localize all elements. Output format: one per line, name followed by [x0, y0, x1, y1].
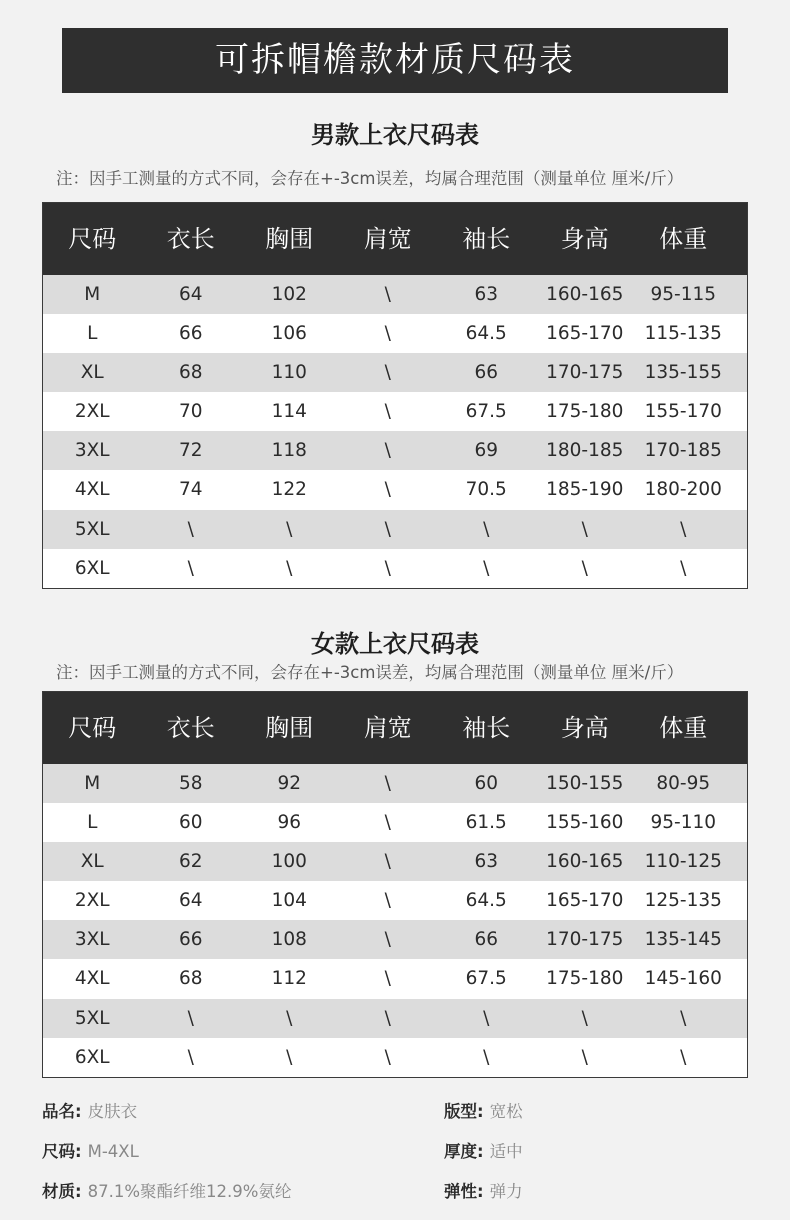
table-cell: \ — [483, 1046, 490, 1068]
table-cell: 135-145 — [644, 929, 722, 951]
table-cell: \ — [384, 890, 391, 912]
table-cell: 160-165 — [546, 284, 624, 305]
table-cell: 145-160 — [644, 968, 722, 990]
table-cell: \ — [187, 1046, 194, 1068]
table-cell: \ — [384, 1046, 391, 1068]
info-value: 皮肤衣 — [87, 1102, 138, 1121]
table-cell: 64.5 — [465, 890, 507, 912]
table-cell: \ — [384, 929, 391, 951]
info-label: 弹性: — [444, 1182, 484, 1201]
table-cell: \ — [384, 812, 391, 834]
info-thickness — [444, 1138, 523, 1162]
table-cell: 115-135 — [644, 323, 722, 345]
table-cell: 95-115 — [650, 284, 717, 305]
table-cell: \ — [286, 557, 293, 579]
table-row — [43, 314, 747, 353]
table-cell: 58 — [178, 773, 203, 794]
table-cell: 165-170 — [546, 323, 624, 345]
table-row — [43, 470, 747, 509]
table-cell: 70 — [178, 401, 203, 423]
table-cell: 125-135 — [644, 890, 722, 912]
table-cell: \ — [384, 401, 391, 423]
table-cell: 5XL — [74, 518, 110, 540]
table-cell: 66 — [178, 929, 203, 951]
table-cell: 180-185 — [546, 440, 624, 462]
table-header-row — [43, 692, 747, 764]
table-cell: \ — [286, 518, 293, 540]
table-row — [43, 392, 747, 431]
table-row — [43, 275, 747, 314]
table-cell: \ — [483, 518, 490, 540]
table-cell: 72 — [178, 440, 203, 462]
column-header: 体重 — [659, 714, 708, 742]
table-cell: \ — [680, 518, 687, 540]
table-cell: 4XL — [74, 968, 110, 990]
men-table-title: 男款上衣尺码表 — [311, 121, 479, 149]
table-row — [43, 920, 747, 959]
table-cell: \ — [581, 1007, 588, 1029]
table-cell: 135-155 — [644, 362, 722, 384]
column-header: 袖长 — [462, 225, 511, 253]
page-banner-title: 可拆帽檐款材质尺码表 — [62, 28, 728, 93]
table-row — [43, 881, 747, 920]
column-header: 尺码 — [68, 225, 117, 253]
column-header: 尺码 — [68, 714, 117, 742]
table-cell: 95-110 — [650, 812, 717, 834]
table-cell: \ — [187, 518, 194, 540]
table-row — [43, 549, 747, 588]
info-size-range — [42, 1138, 139, 1162]
table-cell: 63 — [474, 284, 499, 305]
table-cell: 175-180 — [546, 968, 624, 990]
table-cell: \ — [384, 851, 391, 873]
column-header: 胸围 — [265, 714, 314, 742]
table-cell: \ — [286, 1007, 293, 1029]
table-cell: 155-170 — [644, 401, 722, 423]
table-cell: \ — [680, 1007, 687, 1029]
table-cell: 63 — [474, 851, 499, 873]
table-cell: \ — [187, 557, 194, 579]
table-cell: \ — [483, 1007, 490, 1029]
table-row — [43, 510, 747, 549]
table-cell: 114 — [271, 401, 307, 423]
table-cell: 96 — [277, 812, 302, 834]
table-cell: M — [84, 773, 101, 794]
table-cell: XL — [80, 851, 104, 873]
table-cell: 110 — [271, 362, 307, 384]
table-cell: \ — [483, 557, 490, 579]
table-cell: 180-200 — [644, 479, 722, 501]
table-cell: L — [87, 323, 98, 345]
table-cell: \ — [680, 1046, 687, 1068]
table-cell: \ — [581, 1046, 588, 1068]
table-cell: 60 — [474, 773, 499, 794]
table-cell: 5XL — [74, 1007, 110, 1029]
column-header: 肩宽 — [363, 225, 412, 253]
table-cell: \ — [581, 518, 588, 540]
column-header: 肩宽 — [363, 714, 412, 742]
table-cell: 185-190 — [546, 479, 624, 501]
table-cell: \ — [286, 1046, 293, 1068]
table-cell: 92 — [277, 773, 302, 794]
table-cell: 62 — [178, 851, 203, 873]
info-value: 宽松 — [489, 1102, 523, 1121]
table-cell: 170-175 — [546, 929, 624, 951]
table-cell: \ — [680, 557, 687, 579]
table-cell: 3XL — [74, 929, 110, 951]
table-cell: \ — [187, 1007, 194, 1029]
table-header-row — [43, 203, 747, 275]
table-cell: 160-165 — [546, 851, 624, 873]
table-cell: \ — [384, 968, 391, 990]
table-cell: 112 — [271, 968, 307, 990]
table-cell: \ — [384, 1007, 391, 1029]
table-row — [43, 959, 747, 998]
table-cell: \ — [384, 323, 391, 345]
info-label: 材质: — [42, 1182, 82, 1201]
women-size-table — [42, 691, 748, 1078]
table-cell: 64 — [178, 890, 203, 912]
table-cell: 68 — [178, 362, 203, 384]
table-cell: \ — [581, 557, 588, 579]
info-material — [42, 1178, 291, 1202]
table-row — [43, 999, 747, 1038]
table-cell: 6XL — [74, 1046, 110, 1068]
women-table-title: 女款上衣尺码表 — [311, 630, 479, 658]
table-cell: 170-175 — [546, 362, 624, 384]
table-cell: 104 — [271, 890, 307, 912]
info-value: 弹力 — [489, 1182, 523, 1201]
info-value: 87.1%聚酯纤维12.9%氨纶 — [87, 1182, 292, 1201]
info-label: 品名: — [42, 1102, 82, 1121]
table-cell: \ — [384, 362, 391, 384]
table-cell: 150-155 — [546, 773, 624, 794]
column-header: 身高 — [560, 714, 609, 742]
table-cell: 118 — [271, 440, 307, 462]
table-cell: 106 — [271, 323, 307, 345]
info-label: 版型: — [444, 1102, 484, 1121]
info-fit — [444, 1098, 523, 1122]
table-cell: 70.5 — [465, 479, 507, 501]
table-cell: 66 — [474, 362, 499, 384]
table-row — [43, 842, 747, 881]
table-cell: 66 — [474, 929, 499, 951]
table-cell: 102 — [271, 284, 307, 305]
column-header: 胸围 — [265, 225, 314, 253]
info-product-name — [42, 1098, 137, 1122]
table-row — [43, 1038, 747, 1077]
info-elasticity — [444, 1178, 523, 1202]
table-cell: L — [87, 812, 98, 834]
table-row — [43, 803, 747, 842]
table-cell: 100 — [271, 851, 307, 873]
table-cell: 175-180 — [546, 401, 624, 423]
table-cell: 66 — [178, 323, 203, 345]
women-table-note: 注：因手工测量的方式不同，会存在+-3cm误差，均属合理范围（测量单位 厘米/斤） — [56, 663, 684, 682]
table-cell: 110-125 — [644, 851, 722, 873]
column-header: 衣长 — [166, 225, 215, 253]
table-cell: 155-160 — [546, 812, 624, 834]
column-header: 体重 — [659, 225, 708, 253]
table-row — [43, 431, 747, 470]
table-cell: 170-185 — [644, 440, 722, 462]
men-size-table — [42, 202, 748, 589]
info-label: 厚度: — [444, 1142, 484, 1161]
table-cell: 80-95 — [656, 773, 711, 794]
table-cell: \ — [384, 773, 391, 794]
table-cell: 60 — [178, 812, 203, 834]
table-cell: 74 — [178, 479, 203, 501]
table-row — [43, 353, 747, 392]
table-cell: 165-170 — [546, 890, 624, 912]
column-header: 衣长 — [166, 714, 215, 742]
table-cell: 122 — [271, 479, 307, 501]
table-cell: \ — [384, 518, 391, 540]
table-cell: 2XL — [74, 401, 110, 423]
table-cell: XL — [80, 362, 104, 384]
table-cell: 108 — [271, 929, 307, 951]
table-cell: 4XL — [74, 479, 110, 501]
table-cell: \ — [384, 440, 391, 462]
table-cell: 64.5 — [465, 323, 507, 345]
table-cell: M — [84, 284, 101, 305]
info-label: 尺码: — [42, 1142, 82, 1161]
table-cell: \ — [384, 557, 391, 579]
table-cell: 6XL — [74, 557, 110, 579]
table-cell: 68 — [178, 968, 203, 990]
table-cell: 64 — [178, 284, 203, 305]
column-header: 身高 — [560, 225, 609, 253]
table-cell: 3XL — [74, 440, 110, 462]
table-cell: 69 — [474, 440, 499, 462]
info-value: 适中 — [489, 1142, 523, 1161]
table-cell: \ — [384, 284, 391, 305]
table-cell: 67.5 — [465, 968, 507, 990]
column-header: 袖长 — [462, 714, 511, 742]
table-cell: 61.5 — [465, 812, 507, 834]
info-value: M-4XL — [87, 1142, 139, 1161]
table-row — [43, 764, 747, 803]
table-cell: 67.5 — [465, 401, 507, 423]
men-table-note: 注：因手工测量的方式不同，会存在+-3cm误差，均属合理范围（测量单位 厘米/斤） — [56, 169, 684, 188]
table-cell: 2XL — [74, 890, 110, 912]
table-cell: \ — [384, 479, 391, 501]
